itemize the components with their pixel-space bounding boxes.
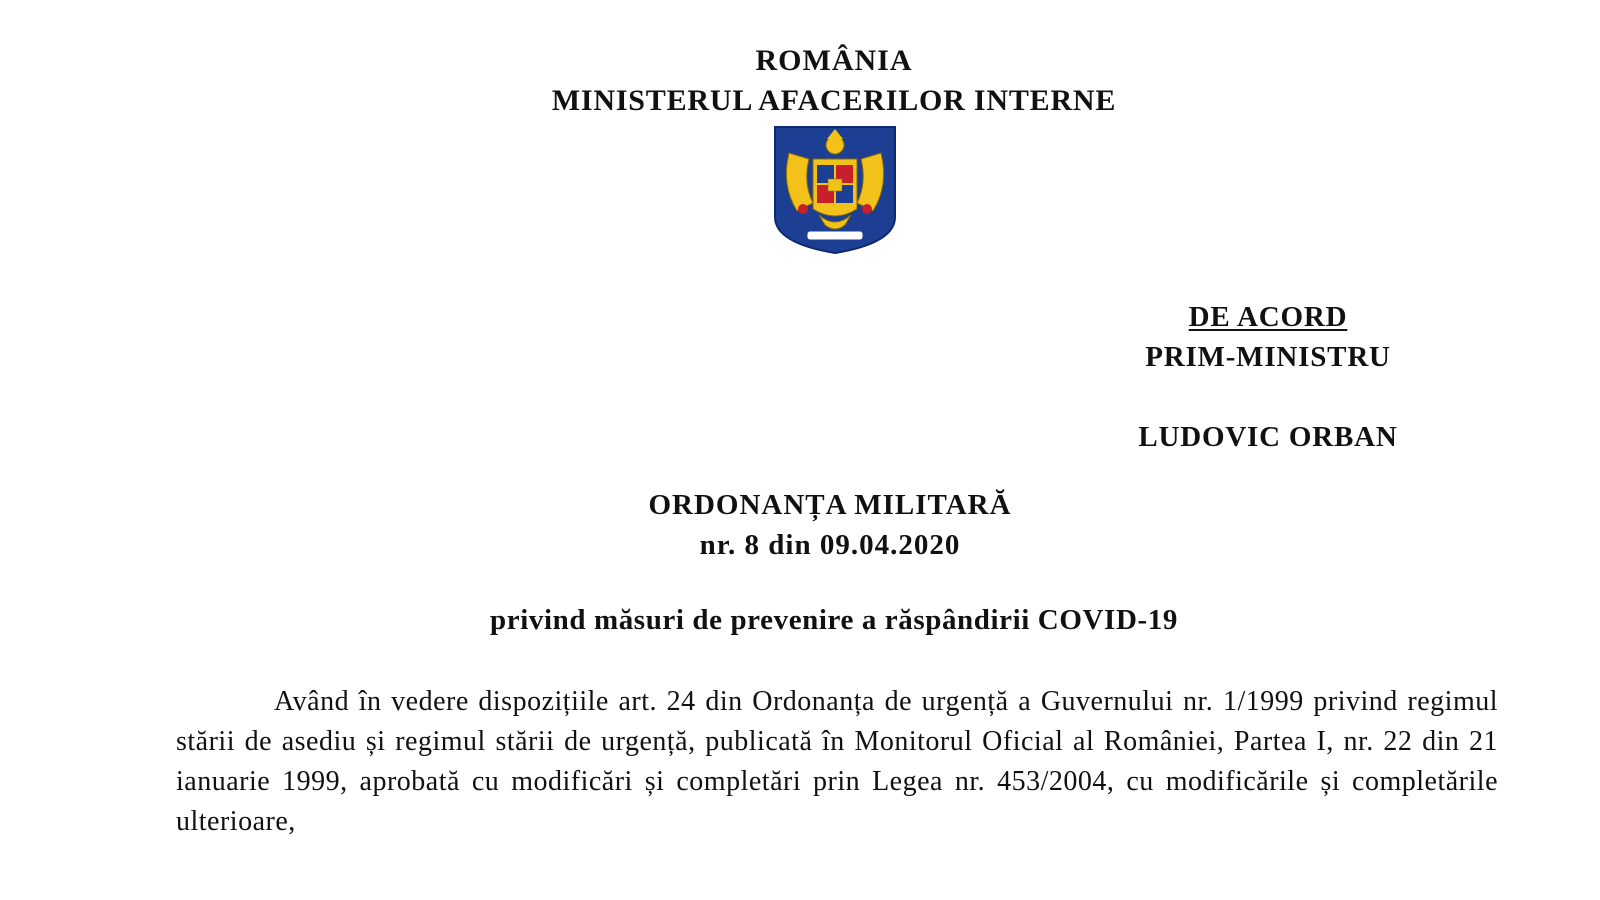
approval-block: [1088, 297, 1448, 457]
ministry-heading: MINISTERUL AFACERILOR INTERNE: [551, 84, 1117, 117]
country-heading: ROMÂNIA: [755, 44, 913, 77]
romanian-coat-of-arms-icon: [773, 125, 897, 255]
approval-role: PRIM-MINISTRU: [1145, 341, 1391, 373]
body-paragraph: Având în vedere dispozițiile art. 24 din Ordonanța de urgență a Guvernului nr. 1/1999 privind regimul stării de asediu și regimul stării de urgență, publicată în Monitorul Oficial al României, Partea I, nr. 22 din 21 ianuarie 1999, aprobată cu modificări și completări prin Legea nr. 453/2004, cu modificările și completările ulterioare,: [176, 686, 1498, 837]
document-number: nr. 8 din 09.04.2020: [699, 529, 961, 561]
document-title: ORDONANȚA MILITARĂ: [648, 489, 1012, 521]
approval-agree: DE ACORD: [1188, 301, 1348, 333]
document-subject: privind măsuri de prevenire a răspândirii COVID-19: [490, 604, 1178, 636]
approval-name: LUDOVIC ORBAN: [1138, 421, 1398, 453]
